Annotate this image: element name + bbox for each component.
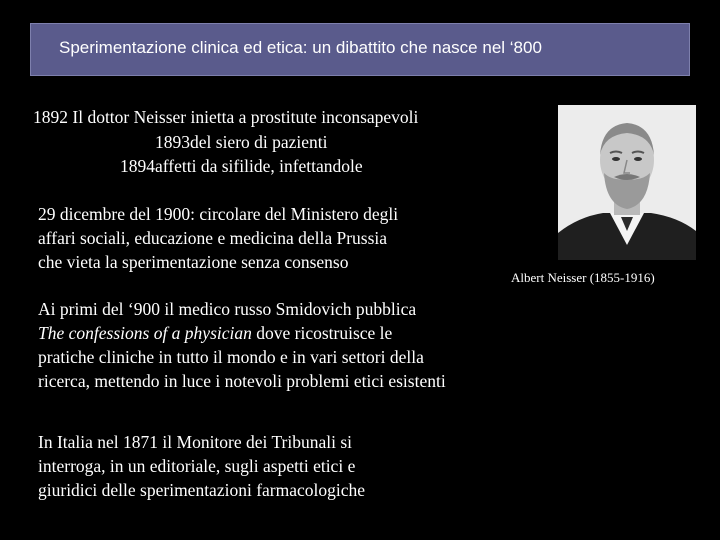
intro-line-1: 1892 Il dottor Neisser inietta a prostitute inconsapevoli bbox=[33, 107, 419, 127]
paragraph-2-line-2-rest: dove ricostruisce le bbox=[251, 323, 393, 343]
paragraph-2-line-1: Ai primi del ‘900 il medico russo Smidovich pubblica bbox=[38, 299, 417, 319]
photo-caption: Albert Neisser (1855-1916) bbox=[511, 270, 655, 285]
book-title: The confessions of a physician bbox=[38, 323, 252, 343]
paragraph-3-line-2: interroga, in un editoriale, sugli aspetti etici e bbox=[38, 456, 356, 476]
title-bar bbox=[30, 23, 690, 76]
paragraph-1-line-3: che vieta la sperimentazione senza consenso bbox=[38, 252, 349, 272]
intro-line-3: 1894affetti da sifilide, infettandole bbox=[120, 156, 363, 176]
paragraph-1-line-1: 29 dicembre del 1900: circolare del Ministero degli bbox=[38, 204, 399, 224]
portrait-illustration bbox=[558, 105, 696, 260]
paragraph-3-line-1: In Italia nel 1871 il Monitore dei Tribunali si bbox=[38, 432, 353, 452]
portrait-photo bbox=[558, 105, 696, 260]
intro-line-2: 1893del siero di pazienti bbox=[155, 132, 328, 152]
paragraph-2-line-4: ricerca, mettendo in luce i notevoli problemi etici esistenti bbox=[38, 371, 446, 391]
paragraph-2-line-2 bbox=[38, 321, 392, 345]
paragraph-1-line-2: affari sociali, educazione e medicina della Prussia bbox=[38, 228, 388, 248]
paragraph-3-line-3: giuridici delle sperimentazioni farmacologiche bbox=[38, 480, 366, 500]
paragraph-2-line-3: pratiche cliniche in tutto il mondo e in vari settori della bbox=[38, 347, 424, 367]
slide-title: Sperimentazione clinica ed etica: un dibattito che nasce nel ‘800 bbox=[59, 38, 542, 57]
